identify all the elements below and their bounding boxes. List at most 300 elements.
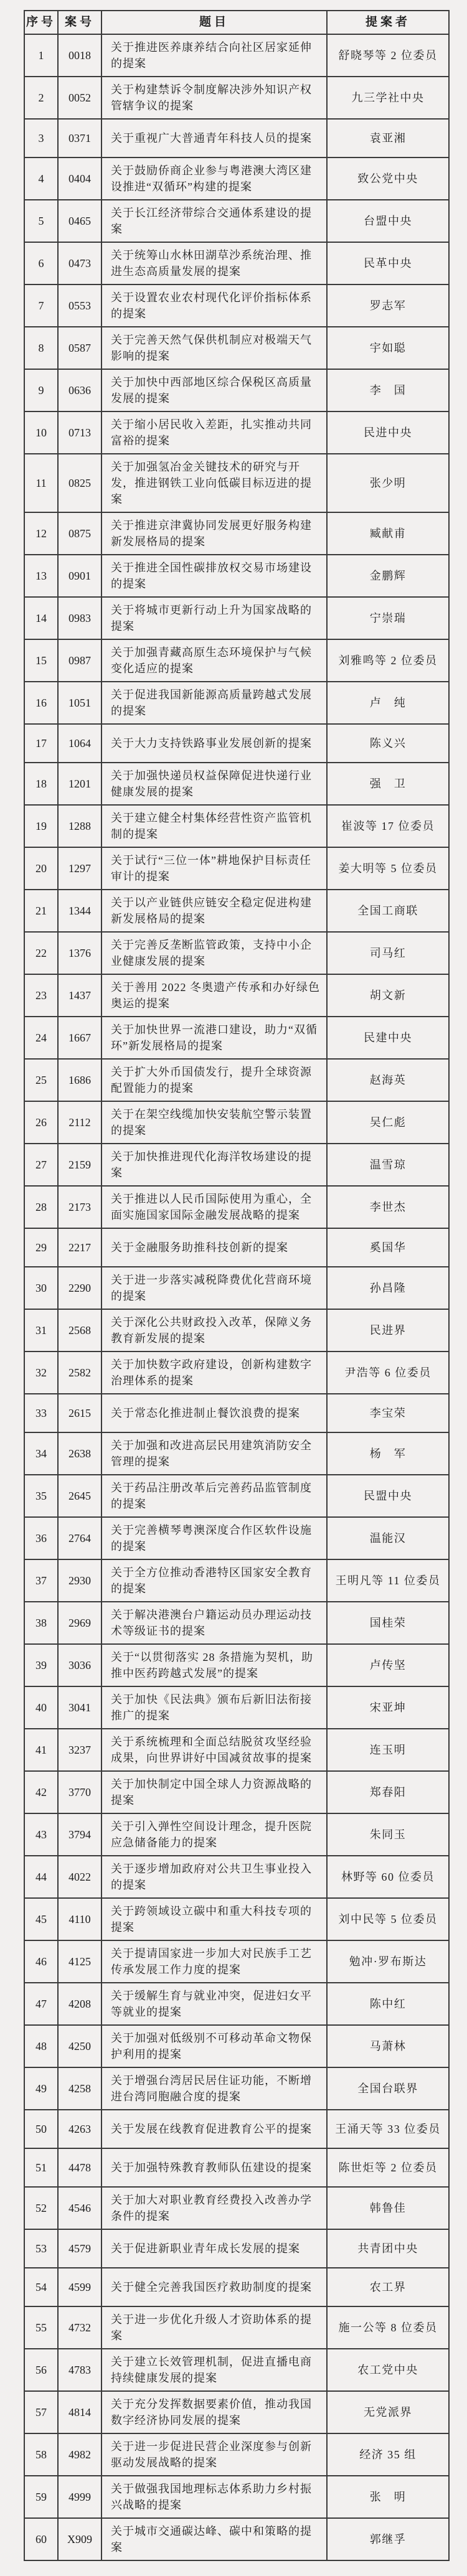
table-row: [24, 2306, 449, 2349]
table-row: [24, 724, 449, 763]
table-row: [24, 2148, 449, 2187]
cell-serial-number: 40: [24, 1686, 58, 1729]
cell-proposer: 张 明: [327, 2476, 449, 2518]
cell-title: 关于加快中西部地区综合保税区高质量发展的提案: [101, 369, 327, 411]
cell-serial-number: 29: [24, 1228, 58, 1267]
cell-proposer: 民革中央: [327, 242, 449, 284]
cell-case-number: 4250: [58, 2025, 101, 2067]
cell-case-number: 2930: [58, 1559, 101, 1602]
cell-title: 关于充分发挥数据要素价值，推动我国数字经济协同发展的提案: [101, 2391, 327, 2433]
table-row: [24, 34, 449, 77]
cell-proposer: 郭继孚: [327, 2518, 449, 2560]
cell-title: 关于善用 2022 冬奥遗产传承和办好绿色奥运的提案: [101, 974, 327, 1017]
cell-proposer: 刘中民等 5 位委员: [327, 1898, 449, 1940]
cell-proposer: 金鹏辉: [327, 555, 449, 597]
cell-serial-number: 17: [24, 724, 58, 763]
cell-serial-number: 5: [24, 200, 58, 242]
cell-serial-number: 6: [24, 242, 58, 284]
cell-title: 关于缓解生育与就业冲突，促进妇女平等就业的提案: [101, 1983, 327, 2025]
cell-title: 关于加快《民法典》颁布后新旧法衔接推广的提案: [101, 1686, 327, 1729]
cell-proposer: 张少明: [327, 454, 449, 512]
cell-serial-number: 7: [24, 284, 58, 327]
cell-serial-number: 47: [24, 1983, 58, 2025]
cell-serial-number: 50: [24, 2110, 58, 2148]
cell-serial-number: 45: [24, 1898, 58, 1940]
cell-serial-number: 23: [24, 974, 58, 1017]
cell-title: 关于完善反垄断监管政策，支持中小企业健康发展的提案: [101, 932, 327, 974]
cell-case-number: 4208: [58, 1983, 101, 2025]
cell-title: 关于加强特殊教育教师队伍建设的提案: [101, 2148, 327, 2187]
column-header-serial-number: 序号: [24, 11, 58, 34]
cell-case-number: 1376: [58, 932, 101, 974]
cell-case-number: 4263: [58, 2110, 101, 2148]
cell-case-number: 0371: [58, 119, 101, 157]
cell-proposer: 民建中央: [327, 1017, 449, 1059]
cell-serial-number: 43: [24, 1813, 58, 1856]
cell-title: 关于建立长效管理机制，促进直播电商持续健康发展的提案: [101, 2349, 327, 2391]
table-row: [24, 2110, 449, 2148]
cell-title: 关于推进全国性碳排放权交易市场建设的提案: [101, 555, 327, 597]
cell-proposer: 施一公等 8 位委员: [327, 2306, 449, 2349]
cell-serial-number: 36: [24, 1517, 58, 1559]
table-row: [24, 1017, 449, 1059]
cell-case-number: 4125: [58, 1940, 101, 1983]
cell-proposer: 崔波等 17 位委员: [327, 805, 449, 847]
cell-title: 关于构建禁诉令制度解决涉外知识产权管辖争议的提案: [101, 77, 327, 119]
cell-title: 关于加快制定中国全球人力资源战略的提案: [101, 1771, 327, 1813]
table-row: [24, 411, 449, 454]
table-row: [24, 2391, 449, 2433]
proposals-table-body: [24, 34, 449, 2560]
cell-case-number: 2764: [58, 1517, 101, 1559]
cell-case-number: 2615: [58, 1394, 101, 1432]
cell-case-number: 0465: [58, 200, 101, 242]
table-row: [24, 454, 449, 512]
cell-serial-number: 57: [24, 2391, 58, 2433]
cell-case-number: 4258: [58, 2067, 101, 2110]
cell-proposer: 无党派界: [327, 2391, 449, 2433]
table-row: [24, 1517, 449, 1559]
table-row: [24, 639, 449, 682]
cell-serial-number: 54: [24, 2268, 58, 2306]
cell-title: 关于在架空线缆加快安装航空警示装置的提案: [101, 1101, 327, 1144]
cell-proposer: 共青团中央: [327, 2229, 449, 2268]
cell-title: 关于城市交通碳达峰、碳中和策略的提案: [101, 2518, 327, 2560]
cell-proposer: 臧献甫: [327, 512, 449, 555]
cell-proposer: 宁崇瑞: [327, 597, 449, 639]
cell-case-number: 0404: [58, 157, 101, 200]
cell-title: 关于建立健全村集体经营性资产监管机制的提案: [101, 805, 327, 847]
cell-case-number: 2112: [58, 1101, 101, 1144]
table-row: [24, 890, 449, 932]
cell-title: 关于推进医养康养结合向社区居家延伸的提案: [101, 34, 327, 77]
cell-case-number: 0983: [58, 597, 101, 639]
cell-proposer: 罗志军: [327, 284, 449, 327]
table-row: [24, 2067, 449, 2110]
cell-proposer: 杨 军: [327, 1432, 449, 1475]
cell-title: 关于增强台湾居民居住证功能，不断增进台湾同胞融合度的提案: [101, 2067, 327, 2110]
cell-serial-number: 48: [24, 2025, 58, 2067]
cell-title: 关于深化公共财政投入改革，保障义务教育新发展的提案: [101, 1309, 327, 1351]
cell-serial-number: 16: [24, 682, 58, 724]
cell-proposer: 民进界: [327, 1309, 449, 1351]
cell-serial-number: 28: [24, 1186, 58, 1228]
cell-serial-number: 20: [24, 847, 58, 890]
cell-case-number: 1064: [58, 724, 101, 763]
cell-title: 关于发展在线教育促进教育公平的提案: [101, 2110, 327, 2148]
table-row: [24, 2268, 449, 2306]
cell-title: 关于解决港澳台户籍运动员办理运动技术等级证书的提案: [101, 1602, 327, 1644]
table-row: [24, 1475, 449, 1517]
cell-serial-number: 39: [24, 1644, 58, 1686]
cell-case-number: 4546: [58, 2187, 101, 2229]
table-row: [24, 1394, 449, 1432]
cell-serial-number: 44: [24, 1856, 58, 1898]
cell-case-number: 0018: [58, 34, 101, 77]
header-row: [24, 11, 449, 34]
table-row: [24, 1813, 449, 1856]
cell-title: 关于促进我国新能源高质量跨越式发展的提案: [101, 682, 327, 724]
table-row: [24, 1983, 449, 2025]
cell-proposer: 陈中红: [327, 1983, 449, 2025]
cell-title: 关于健全完善我国医疗救助制度的提案: [101, 2268, 327, 2306]
cell-proposer: 尹浩等 6 位委员: [327, 1351, 449, 1394]
cell-case-number: 2290: [58, 1267, 101, 1309]
table-row: [24, 1644, 449, 1686]
cell-title: 关于将城市更新行动上升为国家战略的提案: [101, 597, 327, 639]
cell-proposer: 韩鲁佳: [327, 2187, 449, 2229]
cell-title: 关于完善天然气保供机制应对极端天气影响的提案: [101, 327, 327, 369]
table-row: [24, 2229, 449, 2268]
cell-serial-number: 58: [24, 2433, 58, 2476]
cell-case-number: 2582: [58, 1351, 101, 1394]
table-row: [24, 1940, 449, 1983]
cell-case-number: 1344: [58, 890, 101, 932]
cell-serial-number: 41: [24, 1729, 58, 1771]
table-row: [24, 1059, 449, 1101]
table-row: [24, 200, 449, 242]
table-row: [24, 77, 449, 119]
cell-case-number: 0052: [58, 77, 101, 119]
table-row: [24, 1856, 449, 1898]
cell-proposer: 宇如聪: [327, 327, 449, 369]
cell-proposer: 王明凡等 11 位委员: [327, 1559, 449, 1602]
cell-case-number: 0875: [58, 512, 101, 555]
cell-title: 关于缩小居民收入差距，扎实推动共同富裕的提案: [101, 411, 327, 454]
cell-proposer: 王涌天等 33 位委员: [327, 2110, 449, 2148]
cell-serial-number: 60: [24, 2518, 58, 2560]
cell-case-number: 3237: [58, 1729, 101, 1771]
cell-title: 关于进一步优化升级人才资助体系的提案: [101, 2306, 327, 2349]
proposals-table: [24, 10, 450, 2561]
cell-serial-number: 11: [24, 454, 58, 512]
column-header-case-number: 案号: [58, 11, 101, 34]
cell-case-number: 2638: [58, 1432, 101, 1475]
cell-title: 关于加强和改进高层民用建筑消防安全管理的提案: [101, 1432, 327, 1475]
cell-serial-number: 21: [24, 890, 58, 932]
cell-serial-number: 19: [24, 805, 58, 847]
cell-title: 关于鼓励侨商企业参与粤港澳大湾区建设推进“双循环”构建的提案: [101, 157, 327, 200]
cell-serial-number: 15: [24, 639, 58, 682]
cell-title: 关于加强青藏高原生态环境保护与气候变化适应的提案: [101, 639, 327, 682]
cell-case-number: X909: [58, 2518, 101, 2560]
cell-case-number: 1288: [58, 805, 101, 847]
cell-proposer: 全国工商联: [327, 890, 449, 932]
cell-serial-number: 59: [24, 2476, 58, 2518]
cell-case-number: 0901: [58, 555, 101, 597]
cell-proposer: 台盟中央: [327, 200, 449, 242]
cell-serial-number: 25: [24, 1059, 58, 1101]
table-row: [24, 512, 449, 555]
table-row: [24, 763, 449, 805]
cell-case-number: 0825: [58, 454, 101, 512]
cell-serial-number: 8: [24, 327, 58, 369]
cell-case-number: 2568: [58, 1309, 101, 1351]
cell-proposer: 致公党中央: [327, 157, 449, 200]
cell-title: 关于加快世界一流港口建设，助力“双循环”新发展格局的提案: [101, 1017, 327, 1059]
cell-proposer: 卢传坚: [327, 1644, 449, 1686]
cell-proposer: 民进中央: [327, 411, 449, 454]
table-row: [24, 1351, 449, 1394]
cell-case-number: 2645: [58, 1475, 101, 1517]
cell-proposer: 九三学社中央: [327, 77, 449, 119]
cell-proposer: 吴仁彪: [327, 1101, 449, 1144]
cell-serial-number: 55: [24, 2306, 58, 2349]
table-row: [24, 242, 449, 284]
cell-case-number: 2159: [58, 1144, 101, 1186]
table-row: [24, 327, 449, 369]
cell-case-number: 2217: [58, 1228, 101, 1267]
cell-case-number: 1667: [58, 1017, 101, 1059]
cell-title: 关于长江经济带综合交通体系建设的提案: [101, 200, 327, 242]
cell-serial-number: 33: [24, 1394, 58, 1432]
cell-proposer: 孙昌隆: [327, 1267, 449, 1309]
cell-case-number: 0587: [58, 327, 101, 369]
cell-case-number: 4783: [58, 2349, 101, 2391]
cell-title: 关于加快数字政府建设，创新构建数字治理体系的提案: [101, 1351, 327, 1394]
table-row: [24, 157, 449, 200]
cell-proposer: 奚国华: [327, 1228, 449, 1267]
cell-proposer: 陈义兴: [327, 724, 449, 763]
cell-title: 关于加快推进现代化海洋牧场建设的提案: [101, 1144, 327, 1186]
cell-proposer: 连玉明: [327, 1729, 449, 1771]
cell-title: 关于加强快递员权益保障促进快递行业健康发展的提案: [101, 763, 327, 805]
cell-serial-number: 27: [24, 1144, 58, 1186]
cell-case-number: 0553: [58, 284, 101, 327]
cell-title: 关于推进以人民币国际使用为重心，全面实施国家国际金融发展战略的提案: [101, 1186, 327, 1228]
cell-serial-number: 14: [24, 597, 58, 639]
cell-case-number: 4110: [58, 1898, 101, 1940]
cell-proposer: 姜大明等 5 位委员: [327, 847, 449, 890]
table-row: [24, 1186, 449, 1228]
cell-proposer: 卢 纯: [327, 682, 449, 724]
cell-case-number: 4478: [58, 2148, 101, 2187]
table-row: [24, 369, 449, 411]
cell-serial-number: 46: [24, 1940, 58, 1983]
cell-serial-number: 32: [24, 1351, 58, 1394]
cell-case-number: 4732: [58, 2306, 101, 2349]
cell-title: 关于促进新职业青年成长发展的提案: [101, 2229, 327, 2268]
table-row: [24, 1309, 449, 1351]
cell-proposer: 郑春阳: [327, 1771, 449, 1813]
cell-proposer: 李宝荣: [327, 1394, 449, 1432]
cell-proposer: 陈世炬等 2 位委员: [327, 2148, 449, 2187]
table-row: [24, 1729, 449, 1771]
cell-title: 关于系统梳理和全面总结脱贫攻坚经验成果，向世界讲好中国减贫故事的提案: [101, 1729, 327, 1771]
table-row: [24, 2025, 449, 2067]
table-row: [24, 1898, 449, 1940]
cell-serial-number: 26: [24, 1101, 58, 1144]
table-row: [24, 682, 449, 724]
cell-case-number: 1686: [58, 1059, 101, 1101]
cell-title: 关于大力支持铁路事业发展创新的提案: [101, 724, 327, 763]
cell-proposer: 农工党中央: [327, 2349, 449, 2391]
table-row: [24, 2187, 449, 2229]
cell-proposer: 赵海英: [327, 1059, 449, 1101]
cell-title: 关于进一步落实减税降费优化营商环境的提案: [101, 1267, 327, 1309]
cell-serial-number: 31: [24, 1309, 58, 1351]
table-row: [24, 1267, 449, 1309]
cell-title: 关于“以贯彻落实 28 条措施为契机，助推中医药跨越式发展”的提案: [101, 1644, 327, 1686]
cell-proposer: 司马红: [327, 932, 449, 974]
cell-case-number: 4579: [58, 2229, 101, 2268]
cell-serial-number: 53: [24, 2229, 58, 2268]
cell-case-number: 2969: [58, 1602, 101, 1644]
cell-serial-number: 12: [24, 512, 58, 555]
table-row: [24, 932, 449, 974]
table-row: [24, 2518, 449, 2560]
cell-proposer: 袁亚湘: [327, 119, 449, 157]
cell-serial-number: 49: [24, 2067, 58, 2110]
cell-proposer: 李 国: [327, 369, 449, 411]
cell-proposer: 马萧林: [327, 2025, 449, 2067]
cell-proposer: 强 卫: [327, 763, 449, 805]
cell-case-number: 4982: [58, 2433, 101, 2476]
cell-proposer: 国桂荣: [327, 1602, 449, 1644]
cell-title: 关于提请国家进一步加大对民族手工艺传承发展工作力度的提案: [101, 1940, 327, 1983]
cell-title: 关于试行“三位一体”耕地保护目标责任审计的提案: [101, 847, 327, 890]
cell-title: 关于加强对低级别不可移动革命文物保护利用的提案: [101, 2025, 327, 2067]
table-row: [24, 2433, 449, 2476]
cell-serial-number: 35: [24, 1475, 58, 1517]
table-row: [24, 1602, 449, 1644]
cell-title: 关于推进京津冀协同发展更好服务构建新发展格局的提案: [101, 512, 327, 555]
cell-serial-number: 51: [24, 2148, 58, 2187]
cell-case-number: 4599: [58, 2268, 101, 2306]
cell-title: 关于逐步增加政府对公共卫生事业投入的提案: [101, 1856, 327, 1898]
table-row: [24, 974, 449, 1017]
cell-proposer: 温能汉: [327, 1517, 449, 1559]
cell-case-number: 1201: [58, 763, 101, 805]
cell-serial-number: 56: [24, 2349, 58, 2391]
cell-proposer: 宋亚坤: [327, 1686, 449, 1729]
cell-serial-number: 9: [24, 369, 58, 411]
cell-title: 关于做强我国地理标志体系助力乡村振兴战略的提案: [101, 2476, 327, 2518]
cell-title: 关于完善横琴粤澳深度合作区软件设施的提案: [101, 1517, 327, 1559]
cell-proposer: 全国台联界: [327, 2067, 449, 2110]
cell-case-number: 3041: [58, 1686, 101, 1729]
cell-serial-number: 24: [24, 1017, 58, 1059]
cell-proposer: 勉冲·罗布斯达: [327, 1940, 449, 1983]
cell-case-number: 3794: [58, 1813, 101, 1856]
table-row: [24, 1432, 449, 1475]
table-row: [24, 2349, 449, 2391]
cell-proposer: 李世杰: [327, 1186, 449, 1228]
cell-serial-number: 34: [24, 1432, 58, 1475]
cell-serial-number: 18: [24, 763, 58, 805]
cell-title: 关于全方位推动香港特区国家安全教育的提案: [101, 1559, 327, 1602]
cell-proposer: 朱同玉: [327, 1813, 449, 1856]
cell-proposer: 林野等 60 位委员: [327, 1856, 449, 1898]
cell-title: 关于常态化推进制止餐饮浪费的提案: [101, 1394, 327, 1432]
cell-case-number: 1051: [58, 682, 101, 724]
cell-serial-number: 13: [24, 555, 58, 597]
table-row: [24, 597, 449, 639]
cell-proposer: 刘雅鸣等 2 位委员: [327, 639, 449, 682]
cell-case-number: 0636: [58, 369, 101, 411]
cell-serial-number: 1: [24, 34, 58, 77]
cell-serial-number: 30: [24, 1267, 58, 1309]
cell-serial-number: 38: [24, 1602, 58, 1644]
cell-title: 关于进一步促进民营企业深度参与创新驱动发展战略的提案: [101, 2433, 327, 2476]
cell-proposer: 农工界: [327, 2268, 449, 2306]
cell-case-number: 4022: [58, 1856, 101, 1898]
cell-proposer: 温雪琼: [327, 1144, 449, 1186]
cell-serial-number: 3: [24, 119, 58, 157]
table-row: [24, 555, 449, 597]
cell-proposer: 民盟中央: [327, 1475, 449, 1517]
cell-proposer: 经济 35 组: [327, 2433, 449, 2476]
cell-proposer: 舒晓琴等 2 位委员: [327, 34, 449, 77]
table-row: [24, 1101, 449, 1144]
cell-case-number: 3036: [58, 1644, 101, 1686]
table-row: [24, 1559, 449, 1602]
cell-case-number: 1437: [58, 974, 101, 1017]
table-row: [24, 1144, 449, 1186]
cell-serial-number: 22: [24, 932, 58, 974]
cell-serial-number: 52: [24, 2187, 58, 2229]
cell-title: 关于金融服务助推科技创新的提案: [101, 1228, 327, 1267]
cell-case-number: 1297: [58, 847, 101, 890]
cell-case-number: 0473: [58, 242, 101, 284]
table-row: [24, 805, 449, 847]
table-row: [24, 1771, 449, 1813]
cell-title: 关于跨领域设立碳中和重大科技专项的提案: [101, 1898, 327, 1940]
cell-serial-number: 42: [24, 1771, 58, 1813]
cell-title: 关于引入弹性空间设计理念，提升医院应急储备能力的提案: [101, 1813, 327, 1856]
cell-title: 关于扩大外币国债发行，提升全球资源配置能力的提案: [101, 1059, 327, 1101]
cell-serial-number: 37: [24, 1559, 58, 1602]
cell-case-number: 0987: [58, 639, 101, 682]
table-row: [24, 1686, 449, 1729]
cell-title: 关于设置农业农村现代化评价指标体系的提案: [101, 284, 327, 327]
cell-case-number: 4814: [58, 2391, 101, 2433]
cell-serial-number: 4: [24, 157, 58, 200]
cell-title: 关于统筹山水林田湖草沙系统治理、推进生态高质量发展的提案: [101, 242, 327, 284]
column-header-proposer: 提案者: [327, 11, 449, 34]
cell-serial-number: 10: [24, 411, 58, 454]
cell-title: 关于以产业链供应链安全稳定促进构建新发展格局的提案: [101, 890, 327, 932]
cell-title: 关于加大对职业教育经费投入改善办学条件的提案: [101, 2187, 327, 2229]
cell-title: 关于加强氢冶金关键技术的研究与开发，推进钢铁工业向低碳目标迈进的提案: [101, 454, 327, 512]
proposals-table-header: [24, 11, 449, 34]
cell-proposer: 胡文新: [327, 974, 449, 1017]
cell-title: 关于药品注册改革后完善药品监管制度的提案: [101, 1475, 327, 1517]
cell-case-number: 3770: [58, 1771, 101, 1813]
cell-case-number: 2173: [58, 1186, 101, 1228]
cell-serial-number: 2: [24, 77, 58, 119]
cell-case-number: 4999: [58, 2476, 101, 2518]
